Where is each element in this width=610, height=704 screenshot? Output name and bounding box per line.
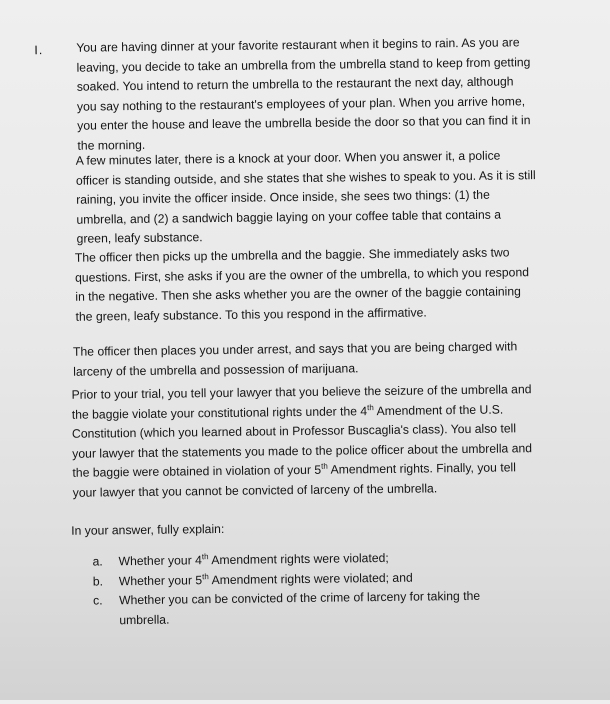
list-item-text-b: Amendment rights were violated; — [208, 550, 389, 568]
list-item-text-a: Whether your 5 — [118, 572, 203, 588]
list-marker: c. — [92, 593, 103, 608]
ordinal-superscript: th — [367, 402, 374, 412]
scenario-paragraph-2: A few minutes later, there is a knock at your door. When you answer it, a police officer is standing outside, and she states that she wishes to speak to you. As it is still raining, you invite the officer inside. Once inside, she sees two things: (1) the umbrella, and (2) a sandwich baggie laying on your coffee table that contains a green, leafy substance. — [75, 148, 536, 247]
list-item — [93, 586, 533, 631]
paragraph-5-text-c: Amendment rights. Finally, you tell your lawyer that you cannot be convicted of larceny of the umbrella. — [72, 460, 516, 500]
list-item-text-b: Amendment rights were violated; and — [208, 570, 413, 587]
question-number: I. — [34, 43, 44, 58]
paragraph-5-text-a: Prior to your trial, you tell your lawyer that you believe the seizure of the umbrella and the baggie violate your constitutional rights under the 4 — [71, 382, 532, 422]
scenario-paragraph-4: The officer then places you under arrest, and says that you are being charged with larceny of the umbrella and possession of marijuana. — [72, 339, 518, 379]
answer-instruction: In your answer, fully explain: — [71, 521, 225, 538]
answer-requirements-list — [92, 547, 533, 631]
scenario-paragraph-5 — [71, 380, 542, 503]
scenario-paragraph-1: You are having dinner at your favorite restaurant when it begins to rain. As you are leaving, you decide to take an umbrella from the umbrella stand to keep from getting soaked. You intend to return the umbrella to the restaurant the next day, although you say nothing to the restaurant's employees of your plan. When you arrive home, you enter the house and leave the umbrella beside the door so that you can find it in the morning. — [76, 35, 531, 153]
list-item-text-a: Whether you can be convicted of the crime of larceny for taking the umbrella. — [118, 589, 481, 628]
list-marker: a. — [92, 554, 103, 569]
paragraph-5-text-b: Amendment of the U.S. Constitution (which you learned about in Professor Buscaglia's class). You also tell your lawyer that the statements you made to the police officer about the umbrella and the baggie were obtained in violation of your 5 — [71, 402, 533, 481]
ordinal-superscript: th — [201, 552, 209, 562]
scenario-paragraph-3: The officer then picks up the umbrella and the baggie. She immediately asks two questions. First, she asks if you are the owner of the umbrella, to which you respond in the negative. Then she asks whether you are the owner of the baggie containing the green, leafy substance. To this you respond in the affirmative. — [74, 245, 530, 324]
list-item-text-a: Whether your 4 — [118, 553, 202, 569]
list-marker: b. — [92, 574, 104, 589]
ordinal-superscript: th — [321, 462, 328, 472]
ordinal-superscript: th — [202, 571, 209, 581]
